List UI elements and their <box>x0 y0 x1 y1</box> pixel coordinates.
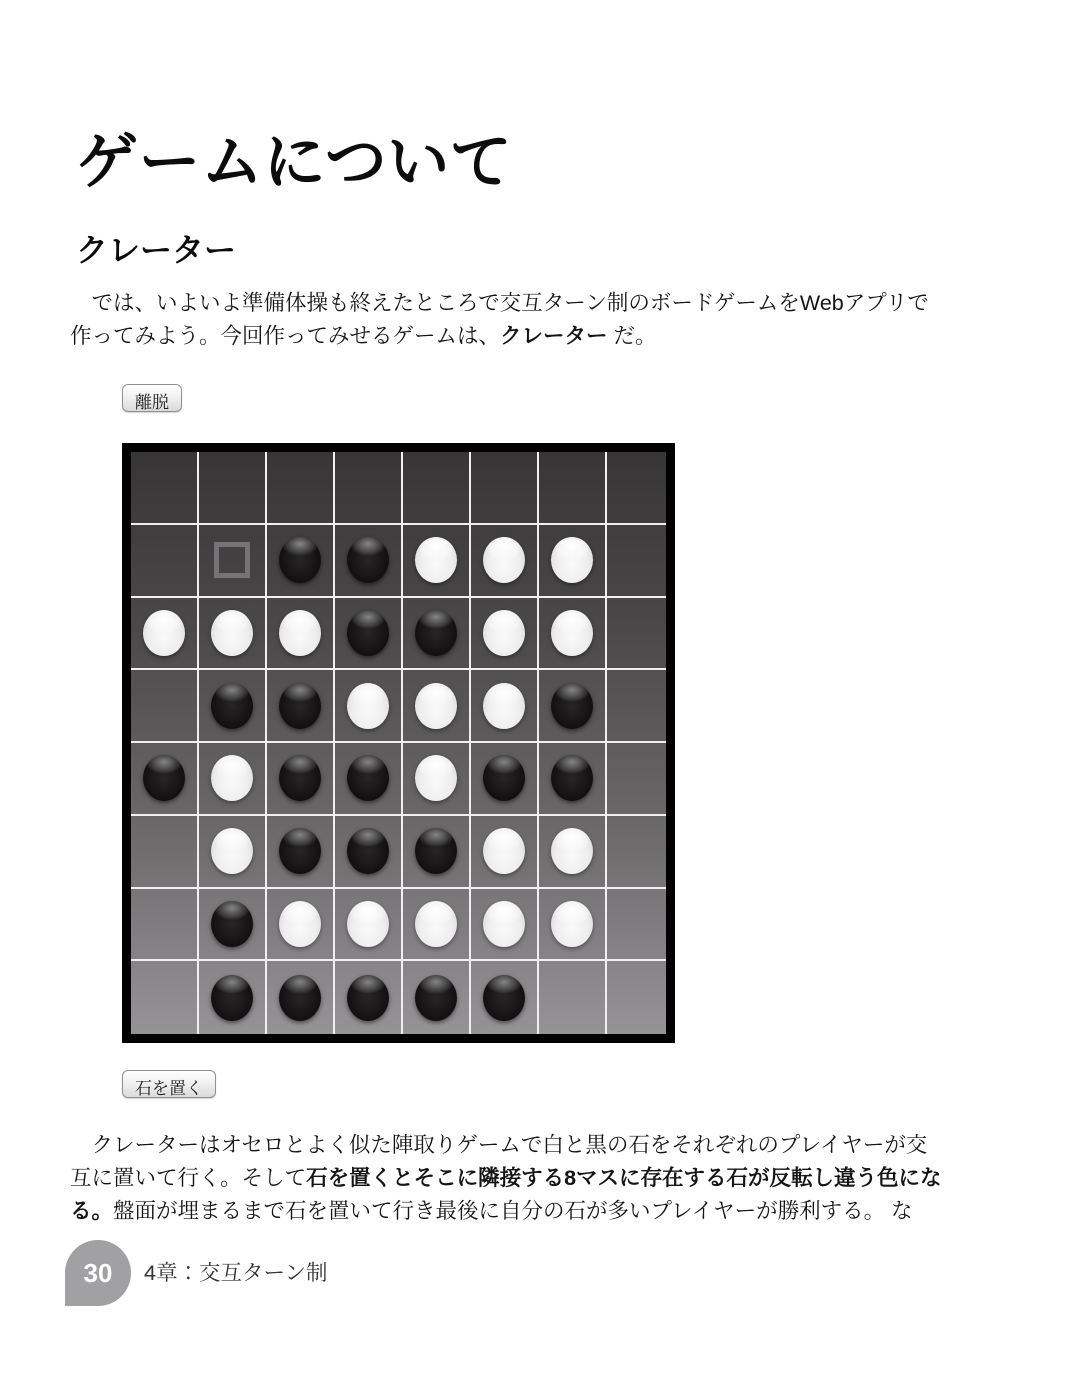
board-cell[interactable] <box>131 452 199 525</box>
black-stone <box>483 755 525 801</box>
board-cell[interactable] <box>199 525 267 598</box>
white-stone <box>143 610 185 656</box>
board-cell[interactable] <box>403 816 471 889</box>
board-cell[interactable] <box>335 598 403 671</box>
black-stone <box>347 975 389 1021</box>
white-stone <box>415 755 457 801</box>
leave-button[interactable]: 離脱 <box>122 384 182 412</box>
white-stone <box>211 828 253 874</box>
white-stone <box>483 537 525 583</box>
intro-line2-tail: だ。 <box>607 324 657 348</box>
board-cell[interactable] <box>131 743 199 816</box>
board-cell[interactable] <box>131 961 199 1034</box>
black-stone <box>415 975 457 1021</box>
board-cell[interactable] <box>267 598 335 671</box>
board-cell[interactable] <box>335 889 403 962</box>
white-stone <box>483 828 525 874</box>
rules-line2-bold: 石を置くとそこに隣接する8マスに存在する石が反転し違う色にな <box>306 1166 942 1190</box>
board-cell[interactable] <box>607 452 666 525</box>
board-cell[interactable] <box>607 961 666 1034</box>
white-stone <box>551 828 593 874</box>
board-cell[interactable] <box>471 670 539 743</box>
board-cell[interactable] <box>403 670 471 743</box>
board-cell[interactable] <box>403 598 471 671</box>
page-number-badge <box>65 1240 131 1306</box>
board-cell[interactable] <box>267 889 335 962</box>
rules-line1: クレーターはオセロとよく似た陣取りゲームで白と黒の石をそれぞれのプレイヤーが交 <box>70 1133 928 1157</box>
board-cell[interactable] <box>471 743 539 816</box>
board-cell[interactable] <box>607 743 666 816</box>
black-stone <box>279 828 321 874</box>
white-stone <box>483 901 525 947</box>
board-cell[interactable] <box>403 889 471 962</box>
white-stone <box>347 683 389 729</box>
page-title: ゲームについて <box>76 128 513 197</box>
page-number: 30 <box>83 1257 113 1288</box>
board-cell[interactable] <box>335 670 403 743</box>
rules-line3: 盤面が埋まるまで石を置いて行き最後に自分の石が多いプレイヤーが勝利する。 な <box>113 1199 913 1223</box>
board-cell[interactable] <box>539 452 607 525</box>
black-stone <box>415 828 457 874</box>
black-stone <box>211 975 253 1021</box>
board-cell[interactable] <box>131 889 199 962</box>
board-cell[interactable] <box>335 525 403 598</box>
board-cell[interactable] <box>267 452 335 525</box>
intro-paragraph <box>70 287 942 353</box>
board-cell[interactable] <box>539 525 607 598</box>
white-stone <box>279 901 321 947</box>
board-cell[interactable] <box>471 452 539 525</box>
black-stone <box>211 901 253 947</box>
board-cell[interactable] <box>335 961 403 1034</box>
board-cell[interactable] <box>199 743 267 816</box>
rules-paragraph <box>70 1129 942 1228</box>
game-board <box>122 443 675 1043</box>
board-cell[interactable] <box>199 670 267 743</box>
board-cell[interactable] <box>199 889 267 962</box>
black-stone <box>483 975 525 1021</box>
board-cell[interactable] <box>607 889 666 962</box>
board-cell[interactable] <box>131 816 199 889</box>
black-stone <box>279 755 321 801</box>
black-stone <box>279 683 321 729</box>
board-cell[interactable] <box>471 889 539 962</box>
board-cell[interactable] <box>267 816 335 889</box>
board-cell[interactable] <box>607 816 666 889</box>
board-cell[interactable] <box>471 816 539 889</box>
board-cell[interactable] <box>267 670 335 743</box>
section-title: クレーター <box>76 232 237 268</box>
black-stone <box>551 755 593 801</box>
white-stone <box>551 901 593 947</box>
white-stone <box>347 901 389 947</box>
board-cell[interactable] <box>199 816 267 889</box>
board-cell[interactable] <box>335 816 403 889</box>
board-cell[interactable] <box>539 670 607 743</box>
board-cell[interactable] <box>267 743 335 816</box>
place-stone-button[interactable]: 石を置く <box>122 1070 216 1098</box>
black-stone <box>143 755 185 801</box>
black-stone <box>551 683 593 729</box>
black-stone <box>211 683 253 729</box>
chapter-label: 4章：交互ターン制 <box>144 1261 328 1285</box>
board-cell[interactable] <box>539 961 607 1034</box>
board-cell[interactable] <box>199 961 267 1034</box>
board-cell[interactable] <box>539 889 607 962</box>
board-cell[interactable] <box>131 670 199 743</box>
board-cell[interactable] <box>403 452 471 525</box>
black-stone <box>347 828 389 874</box>
board-cell[interactable] <box>607 670 666 743</box>
intro-line2: 作ってみよう。今回作ってみせるゲームは、 <box>70 324 501 348</box>
white-stone <box>211 610 253 656</box>
board-cell[interactable] <box>131 525 199 598</box>
white-stone <box>415 537 457 583</box>
rules-line2: 互に置いて行く。そして <box>70 1166 307 1190</box>
white-stone <box>415 901 457 947</box>
black-stone <box>415 610 457 656</box>
white-stone <box>483 683 525 729</box>
board-cell[interactable] <box>403 743 471 816</box>
board-cell[interactable] <box>607 525 666 598</box>
white-stone <box>211 755 253 801</box>
board-cell[interactable] <box>131 598 199 671</box>
black-stone <box>279 537 321 583</box>
intro-line1: では、いよいよ準備体操も終えたところで交互ターン制のボードゲームをWebアプリで <box>70 291 929 315</box>
board-cell[interactable] <box>335 452 403 525</box>
black-stone <box>347 755 389 801</box>
board-cell[interactable] <box>539 598 607 671</box>
board-cell[interactable] <box>539 816 607 889</box>
board-cell[interactable] <box>471 598 539 671</box>
black-stone <box>347 610 389 656</box>
board-cell[interactable] <box>607 598 666 671</box>
white-stone <box>551 610 593 656</box>
white-stone <box>551 537 593 583</box>
cell-cursor-marker <box>214 542 250 578</box>
board-cell[interactable] <box>335 743 403 816</box>
board-cell[interactable] <box>539 743 607 816</box>
black-stone <box>279 975 321 1021</box>
board-cell[interactable] <box>403 961 471 1034</box>
board-cell[interactable] <box>199 452 267 525</box>
board-cell[interactable] <box>403 525 471 598</box>
board-cell[interactable] <box>199 598 267 671</box>
board-cell[interactable] <box>471 525 539 598</box>
white-stone <box>483 610 525 656</box>
white-stone <box>279 610 321 656</box>
board-cell[interactable] <box>267 525 335 598</box>
white-stone <box>415 683 457 729</box>
board-cell[interactable] <box>267 961 335 1034</box>
rules-line3-bold: る。 <box>70 1199 114 1223</box>
board-cell[interactable] <box>471 961 539 1034</box>
black-stone <box>347 537 389 583</box>
game-name-bold: クレーター <box>500 324 608 348</box>
